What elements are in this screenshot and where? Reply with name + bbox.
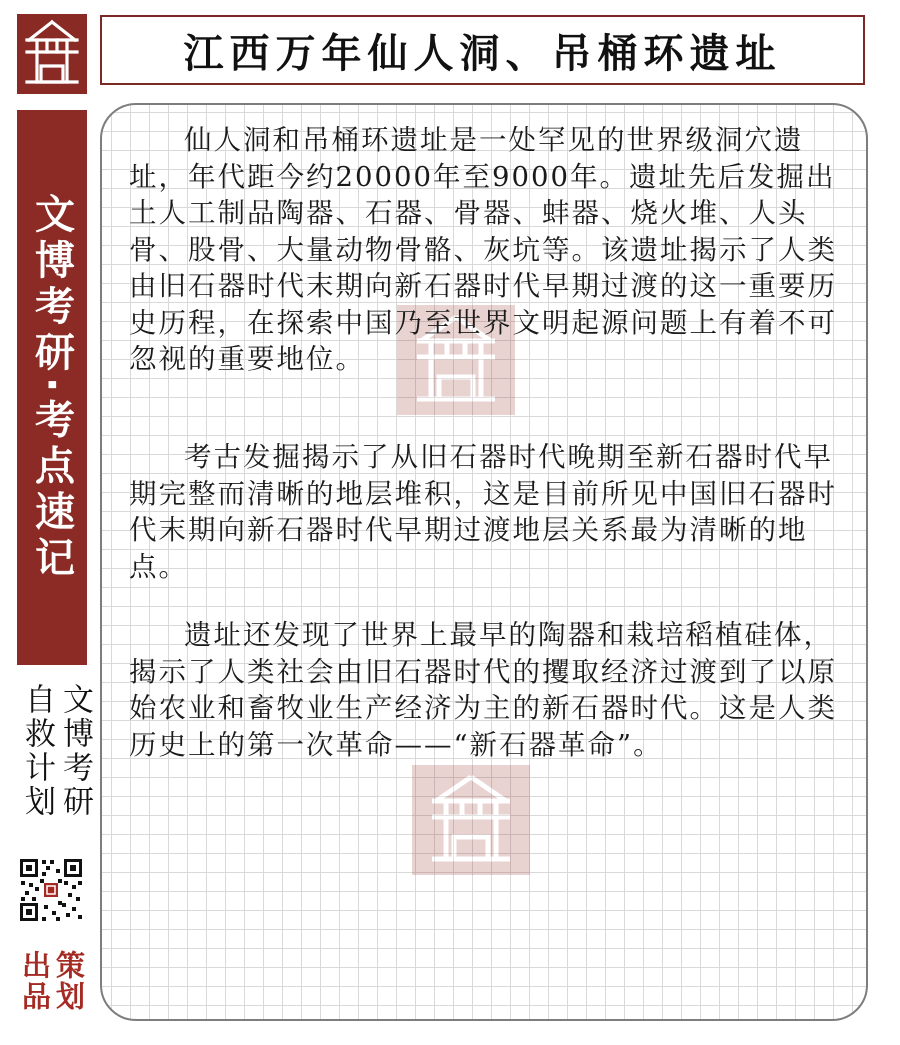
plan-label-col2: 自救计划	[19, 683, 55, 819]
content-panel	[100, 103, 868, 1021]
archive-building-logo-icon	[17, 14, 87, 94]
produced-by-label	[18, 950, 86, 1022]
plan-label-col1: 文博考研	[57, 683, 93, 819]
page-title-box	[100, 15, 865, 85]
paragraph-1: 仙人洞和吊桶环遗址是一处罕见的世界级洞穴遗址，年代距今约20000年至9000年。遗址先后发掘出土人工制品陶器、石器、骨器、蚌器、烧火堆、人头骨、股骨、大量动物骨骼、灰坑等。该遗址揭示了人类由旧石器时代末期向新石器时代早期过渡的这一重要历史历程，在探索中国乃至世界文明起源问题上有着不可忽视的重要地位。	[129, 124, 837, 375]
series-banner-text: 文博考研·考点速记	[28, 192, 75, 583]
plan-label	[15, 683, 93, 843]
produced-by-col2: 出品	[18, 950, 52, 1012]
page-title: 江西万年仙人洞、吊桶环遗址	[183, 30, 782, 77]
archive-stamp-watermark-icon-2	[412, 765, 530, 875]
produced-by-col1: 策划	[52, 950, 86, 1012]
qr-code-icon	[18, 857, 84, 923]
paragraph-3: 遗址还发现了世界上最早的陶器和栽培稻植硅体，揭示了人类社会由旧石器时代的攫取经济过渡到了以原始农业和畜牧业生产经济为主的新石器时代。这是人类历史上的第一次革命——“新石器革命”。	[129, 619, 837, 761]
series-banner	[17, 110, 87, 665]
paragraph-2: 考古发掘揭示了从旧石器时代晚期至新石器时代早期完整而清晰的地层堆积，这是目前所见中国旧石器时代末期向新石器时代早期过渡地层关系最为清晰的地点。	[129, 441, 837, 583]
